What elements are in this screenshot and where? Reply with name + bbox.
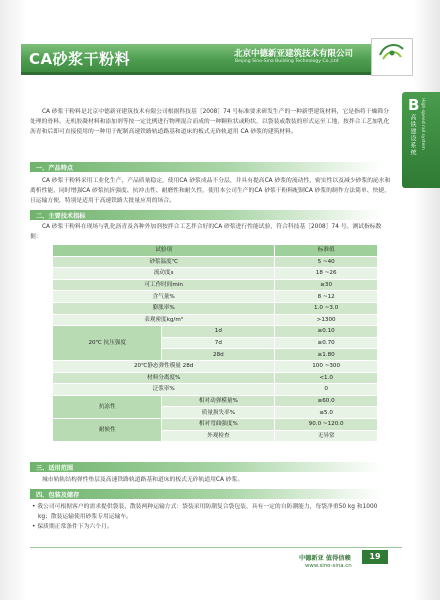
table-cell-value: <1.0: [275, 372, 378, 384]
table-row: [53, 384, 378, 396]
technical-specs-table: [52, 244, 378, 442]
side-tab-label-cn: 高铁建设系统: [409, 114, 416, 156]
table-cell-sub: 相对弯曲强度%: [162, 418, 275, 430]
packaging-list: [30, 502, 392, 532]
table-cell-label: 流动度s: [53, 268, 275, 280]
page-number: 19: [362, 550, 388, 564]
table-cell-label: 含气量%: [53, 291, 275, 303]
table-cell-value: ≥0.70: [275, 337, 378, 349]
table-row: [53, 291, 378, 303]
table-cell-label: 材料分离度%: [53, 372, 275, 384]
table-cell-value: >1300: [275, 314, 378, 326]
intro-paragraph: CA 砂浆干粉料是北京中德新亚建筑技术有限公司根据科技基［2008］74 号标准要求研发生产的一种新型建筑材料，它是指将干燥筛分处理的骨料、无机胶凝材料和添加剂等按一定比例进行物理混合而成的一种颗粒状或粉状，以袋装或散装的形式运至工地，按拌合工艺加乳化沥青和后即可直接使用的一种用于配制高速铁路轨道路基和道床的板式无砟轨道用 CA 砂浆的建筑材料。: [30, 109, 390, 135]
table-cell-value: 无异常: [275, 430, 378, 442]
section-title-packaging: 四、包装及储存: [36, 492, 80, 499]
table-cell-value: ≥30: [275, 279, 378, 291]
table-row: [53, 314, 378, 326]
table-row: [53, 279, 378, 291]
table-cell-group-label: 耐候性: [53, 418, 162, 441]
footer-brand: 中德新亚 值得信赖: [299, 555, 351, 562]
table-cell-sub: 1d: [162, 326, 275, 338]
table-row: [53, 418, 378, 430]
table-cell-value: ≤5.0: [275, 407, 378, 419]
section-title-scope: 三、适用范围: [36, 465, 74, 472]
table-row: [53, 372, 378, 384]
logo-mark-icon: [377, 41, 407, 63]
side-tab-letter: B: [408, 96, 420, 114]
table-cell-value: ≥60.0: [275, 395, 378, 407]
table-cell-group-label: 抗冻性: [53, 395, 162, 418]
features-paragraph: CA 砂浆干粉料采用工业化生产，产品质量稳定，使用CA 砂浆成品不分层，并具有提高CA 砂浆的流动性，密实性以及减少砂浆的泌水和离析性能，同时增强CA 砂浆抗折强度、抗冲击性、耐磨性和耐久性，使用本公司生产的CA 砂浆干粉料配制CA 砂浆的制作方法简单、快捷，且运输方便，特别是适用于高速铁路大批量应用的场合。: [30, 178, 391, 204]
table-cell-value: 0: [275, 384, 378, 396]
company-logo: [371, 38, 413, 76]
footer-url[interactable]: www.sino-sina.cn: [305, 563, 352, 569]
company-name-cn: 北京中德新亚建筑技术有限公司: [234, 49, 354, 59]
section-title-indicators: 二、主要技术指标: [36, 213, 86, 220]
table-row: [53, 326, 378, 338]
company-name-en: Beijing Sino-Sina Building Technology Co.,Ltd: [235, 59, 339, 64]
section-title-features: 一、产品特点: [36, 165, 74, 172]
table-cell-label: 泛浆率%: [53, 384, 275, 396]
table-row: [53, 395, 378, 407]
table-cell-value: 5 ~40: [275, 256, 378, 268]
list-item: • 保质期正常条件下为六个月。: [32, 524, 113, 530]
indicators-paragraph: CA 砂浆干粉料在现场与乳化沥青及各种外加剂按拌合工艺拌合好的CA 砂浆进行性能试验，符合科技基［2008］74 号。测试指标数据：: [30, 224, 382, 240]
table-cell-value: ≥0.10: [275, 326, 378, 338]
table-cell-value: 90.0 ~120.0: [275, 418, 378, 430]
table-cell-label: 表观密度kg/m³: [53, 314, 275, 326]
side-tab-label-en: High-speed rail system: [420, 98, 425, 150]
table-header-row: [53, 245, 378, 257]
table-cell-label: 膨胀率%: [53, 302, 275, 314]
table-cell-group-label: 20℃ 抗压强度: [53, 326, 162, 361]
table-row: [53, 302, 378, 314]
table-row: [53, 268, 378, 280]
scope-paragraph: 城市轨轨结构弹性垫层及高速铁路轨道路基和道床的板式无砟轨道用CA 砂浆。: [42, 477, 244, 483]
table-cell-sub: 质量损失率%: [162, 407, 275, 419]
section-heading-scope: [30, 462, 382, 472]
section-heading-indicators: [30, 210, 382, 220]
table-header-item: 试验项: [53, 245, 275, 257]
table-cell-value: 100 ~300: [275, 360, 378, 372]
table-cell-value: 1.0 ~3.0: [275, 302, 378, 314]
section-side-tab: [402, 92, 440, 188]
page-title: CA砂浆干粉料: [29, 50, 131, 68]
table-header-value: 标准值: [275, 245, 378, 257]
table-row: [53, 360, 378, 372]
table-cell-label: 可工作时间min: [53, 279, 275, 291]
table-row: [53, 256, 378, 268]
table-cell-label: 砂浆温度℃: [53, 256, 275, 268]
table-cell-sub: 28d: [162, 349, 275, 361]
list-item: • 我公司可根据客户的需求提供袋装、散装两种运输方式：袋装采用防潮复合袋包装，具有一定的自防潮能力，每袋净重50 kg 和1000 kg；散装运输使用砂浆专用运输车。: [32, 504, 378, 520]
header-banner: [21, 44, 413, 75]
footer-divider: [30, 547, 402, 548]
section-heading-features: [30, 162, 382, 172]
table-cell-value: ≥1.80: [275, 349, 378, 361]
table-cell-value: 18 ~26: [275, 268, 378, 280]
table-cell-value: 8 ~12: [275, 291, 378, 303]
table-cell-sub: 相对动弹模量%: [162, 395, 275, 407]
table-cell-label: 20℃静态弹性模量 28d: [53, 360, 275, 372]
section-heading-packaging: [30, 489, 382, 499]
table-cell-sub: 7d: [162, 337, 275, 349]
table-cell-sub: 外观检查: [162, 430, 275, 442]
